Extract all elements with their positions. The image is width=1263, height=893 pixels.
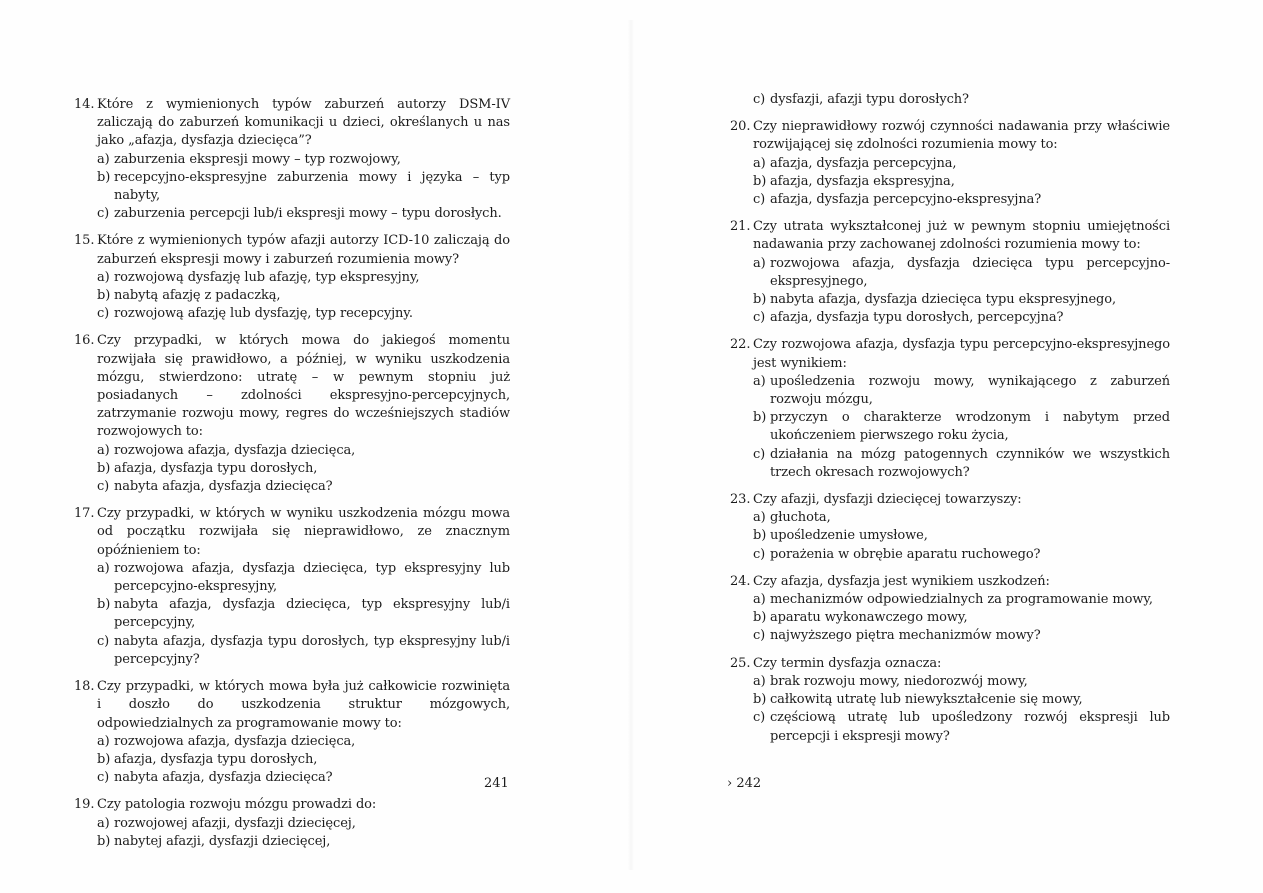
question-number: 24. xyxy=(730,573,751,589)
question-number: 14. xyxy=(74,97,95,112)
option-letter: b) xyxy=(753,410,767,426)
question-22 xyxy=(730,336,1170,482)
option-letter: c) xyxy=(753,192,766,208)
option-text: afazja, dysfazja typu dorosłych, percepcyjna? xyxy=(770,310,1064,326)
right-page-text-column xyxy=(730,91,1170,755)
answer-option-c xyxy=(74,769,510,787)
answer-option-b xyxy=(730,291,1170,309)
answer-option-b xyxy=(74,833,510,851)
option-text: nabyta afazja, dysfazja dziecięca, typ ekspresyjny lub/i percepcyjny, xyxy=(114,597,510,631)
answer-option-c xyxy=(730,309,1170,327)
question-text: Czy przypadki, w których w wyniku uszkodzenia mózgu mowa od początku rozwijała się nieprawidłowo, ze znacznym opóźnieniem to: xyxy=(97,506,510,558)
option-text: rozwojowa afazja, dysfazja dziecięca typu percepcyjno-ekspresyjnego, xyxy=(770,255,1170,289)
question-14 xyxy=(74,96,510,223)
answer-option-c xyxy=(74,633,510,669)
option-letter: a) xyxy=(753,255,766,271)
answer-option-c xyxy=(730,709,1170,745)
question-number: 19. xyxy=(74,797,95,813)
option-letter: c) xyxy=(753,628,766,644)
answer-option-a xyxy=(74,269,510,287)
question-text: Czy termin dysfazja oznacza: xyxy=(753,655,942,671)
question-24 xyxy=(730,573,1170,646)
answer-option-b xyxy=(74,169,510,205)
option-letter: b) xyxy=(753,292,767,308)
option-text: nabyta afazja, dysfazja typu dorosłych, typ ekspresyjny lub/i percepcyjny? xyxy=(114,633,510,667)
option-text: całkowitą utratę lub niewykształcenie się mowy, xyxy=(770,692,1083,708)
left-page xyxy=(0,0,631,893)
option-text: rozwojową afazję lub dysfazję, typ recepcyjny. xyxy=(114,306,413,322)
option-letter: b) xyxy=(97,833,111,849)
option-letter: c) xyxy=(97,306,110,322)
question-15 xyxy=(74,232,510,323)
option-letter: c) xyxy=(97,633,110,649)
option-letter: b) xyxy=(753,610,767,626)
option-letter: a) xyxy=(753,155,766,171)
page-number-mark: › xyxy=(727,776,733,791)
answer-option-a xyxy=(730,373,1170,409)
option-letter: a) xyxy=(97,560,110,576)
question-20 xyxy=(730,118,1170,209)
option-text: afazja, dysfazja ekspresyjna, xyxy=(770,173,955,189)
option-text: mechanizmów odpowiedzialnych za programowanie mowy, xyxy=(770,592,1153,608)
answer-option-b xyxy=(730,691,1170,709)
question-23 xyxy=(730,491,1170,564)
option-text: aparatu wykonawczego mowy, xyxy=(770,610,968,626)
option-text: afazja, dysfazja percepcyjna, xyxy=(770,155,957,171)
answer-option-b xyxy=(74,751,510,769)
question-text: Czy nieprawidłowy rozwój czynności nadawania przy właściwie rozwijającej się zdolności rozumienia mowy to: xyxy=(753,119,1170,153)
question-text: Czy patologia rozwoju mózgu prowadzi do: xyxy=(97,797,377,813)
option-text: głuchota, xyxy=(770,510,831,526)
right-page xyxy=(631,0,1263,893)
question-text: Czy afazja, dysfazja jest wynikiem uszkodzeń: xyxy=(753,573,1050,589)
answer-option-a xyxy=(74,733,510,751)
option-text: zaburzenia percepcji lub/i ekspresji mowy – typu dorosłych. xyxy=(114,206,502,222)
answer-option-b xyxy=(74,460,510,478)
answer-option-c xyxy=(74,305,510,323)
option-text: recepcyjno-ekspresyjne zaburzenia mowy i języka – typ nabyty, xyxy=(114,169,510,204)
answer-option-a xyxy=(730,255,1170,291)
question-number: 21. xyxy=(730,219,751,235)
option-text: upośledzenia rozwoju mowy, wynikającego z zaburzeń rozwoju mózgu, xyxy=(770,373,1170,408)
option-letter: c) xyxy=(753,710,766,726)
question-text: Czy przypadki, w których mowa była już całkowicie rozwinięta i doszło do uszkodzenia struktur mózgowych, odpowiedzialnych za programowanie mowy to: xyxy=(97,679,510,731)
question-number: 22. xyxy=(730,337,751,353)
option-text: nabyta afazja, dysfazja dziecięca? xyxy=(114,770,333,786)
option-text: rozwojowa afazja, dysfazja dziecięca, xyxy=(114,733,356,749)
option-letter: a) xyxy=(97,269,110,285)
option-letter: b) xyxy=(97,169,111,185)
question-text: Czy utrata wykształconej już w pewnym stopniu umiejętności nadawania przy zachowanej zdolności rozumienia mowy to: xyxy=(753,219,1170,253)
option-letter: a) xyxy=(753,592,766,608)
question-number: 17. xyxy=(74,506,95,522)
option-letter: b) xyxy=(753,173,767,189)
question-number: 16. xyxy=(74,333,95,349)
option-letter: b) xyxy=(753,528,767,544)
left-page-text-column xyxy=(74,96,510,860)
question-17 xyxy=(74,505,510,669)
option-text: rozwojowa afazja, dysfazja dziecięca, xyxy=(114,442,356,458)
page-number xyxy=(727,776,761,791)
answer-option-a xyxy=(74,560,510,596)
question-text: Które z wymienionych typów zaburzeń autorzy DSM-IV zaliczają do zaburzeń komunikacji u dzieci, określanych u nas jako „afazja, dysfazja dziecięca”? xyxy=(97,97,510,149)
question-16 xyxy=(74,332,510,496)
question-text: Czy rozwojowa afazja, dysfazja typu percepcyjno-ekspresyjnego jest wynikiem: xyxy=(753,337,1170,371)
question-number: 20. xyxy=(730,119,751,135)
question-text: Czy przypadki, w których mowa do jakiegoś momentu rozwijała się prawidłowo, a później, w wyniku uszkodzenia mózgu, stwierdzono: utratę – w pewnym stopniu już posiadanych – zdolności ekspresyjno-percepcyjnych, zatrzymanie rozwoju mowy, regres do wcześniejszych stadiów rozwojowych to: xyxy=(97,333,510,440)
question-21 xyxy=(730,218,1170,327)
option-text: częściową utratę lub upośledzony rozwój ekspresji lub percepcji i ekspresji mowy? xyxy=(770,710,1170,744)
answer-option-b xyxy=(730,173,1170,191)
answer-option-a xyxy=(74,151,510,169)
option-text: nabyta afazja, dysfazja dziecięca? xyxy=(114,479,333,495)
option-letter: b) xyxy=(97,597,111,613)
option-letter: c) xyxy=(753,310,766,326)
page-number: 241 xyxy=(484,776,509,791)
option-letter: a) xyxy=(97,442,110,458)
question-text: Czy afazji, dysfazji dziecięcej towarzyszy: xyxy=(753,492,1022,508)
option-text: afazja, dysfazja typu dorosłych, xyxy=(114,751,318,767)
question-18 xyxy=(74,678,510,787)
option-text: nabytej afazji, dysfazji dziecięcej, xyxy=(114,833,331,849)
answer-option-c xyxy=(730,546,1170,564)
option-letter: c) xyxy=(753,446,766,462)
option-text: przyczyn o charakterze wrodzonym i nabytym przed ukończeniem pierwszego roku życia, xyxy=(770,410,1170,444)
option-letter: a) xyxy=(97,151,110,167)
option-text: rozwojową dysfazję lub afazję, typ ekspresyjny, xyxy=(114,269,420,285)
question-19 xyxy=(74,796,510,851)
option-text: afazja, dysfazja typu dorosłych, xyxy=(114,460,318,476)
answer-option-b xyxy=(730,609,1170,627)
answer-option-b xyxy=(730,527,1170,545)
option-letter: c) xyxy=(753,92,766,107)
question-25 xyxy=(730,655,1170,746)
question-number: 25. xyxy=(730,655,751,671)
page-number-value: 242 xyxy=(736,776,762,791)
answer-option-a xyxy=(730,591,1170,609)
continued-option-c xyxy=(730,91,1170,109)
option-text: porażenia w obrębie aparatu ruchowego? xyxy=(770,546,1041,562)
answer-option-a xyxy=(730,155,1170,173)
option-text: dysfazji, afazji typu dorosłych? xyxy=(770,92,969,107)
option-letter: c) xyxy=(97,206,110,222)
option-text: brak rozwoju mowy, niedorozwój mowy, xyxy=(770,673,1028,689)
option-letter: a) xyxy=(753,510,766,526)
question-number: 23. xyxy=(730,492,751,508)
option-text: nabyta afazja, dysfazja dziecięca typu ekspresyjnego, xyxy=(770,292,1117,308)
option-text: najwyższego piętra mechanizmów mowy? xyxy=(770,628,1041,644)
answer-option-b xyxy=(730,409,1170,445)
answer-option-c xyxy=(74,205,510,223)
answer-option-c xyxy=(74,478,510,496)
option-letter: b) xyxy=(753,692,767,708)
question-number: 18. xyxy=(74,679,95,695)
option-text: zaburzenia ekspresji mowy – typ rozwojowy, xyxy=(114,151,401,167)
option-text: działania na mózg patogennych czynników we wszystkich trzech okresach rozwojowych? xyxy=(770,446,1170,480)
answer-option-a xyxy=(730,673,1170,691)
option-text: afazja, dysfazja percepcyjno-ekspresyjna? xyxy=(770,192,1042,208)
option-letter: a) xyxy=(97,733,110,749)
option-text: rozwojowej afazji, dysfazji dziecięcej, xyxy=(114,815,356,831)
option-letter: a) xyxy=(753,373,766,389)
option-letter: c) xyxy=(97,479,110,495)
option-letter: b) xyxy=(97,751,111,767)
answer-option-c xyxy=(730,627,1170,645)
answer-option-a xyxy=(74,442,510,460)
answer-option-c xyxy=(730,446,1170,482)
answer-option-a xyxy=(74,815,510,833)
option-letter: c) xyxy=(753,546,766,562)
option-letter: b) xyxy=(97,460,111,476)
option-text: rozwojowa afazja, dysfazja dziecięca, typ ekspresyjny lub percepcyjno-ekspresyjny, xyxy=(114,560,510,595)
option-letter: b) xyxy=(97,288,111,304)
answer-option-a xyxy=(730,509,1170,527)
answer-option-c xyxy=(730,191,1170,209)
question-number: 15. xyxy=(74,233,95,249)
answer-option-b xyxy=(74,287,510,305)
answer-option-b xyxy=(74,596,510,632)
option-text: upośledzenie umysłowe, xyxy=(770,528,928,544)
option-letter: a) xyxy=(97,815,110,831)
option-text: nabytą afazję z padaczką, xyxy=(114,288,281,304)
question-text: Które z wymienionych typów afazji autorzy ICD-10 zaliczają do zaburzeń ekspresji mowy i zaburzeń rozumienia mowy? xyxy=(97,233,510,267)
option-letter: a) xyxy=(753,673,766,689)
option-letter: c) xyxy=(97,770,110,786)
